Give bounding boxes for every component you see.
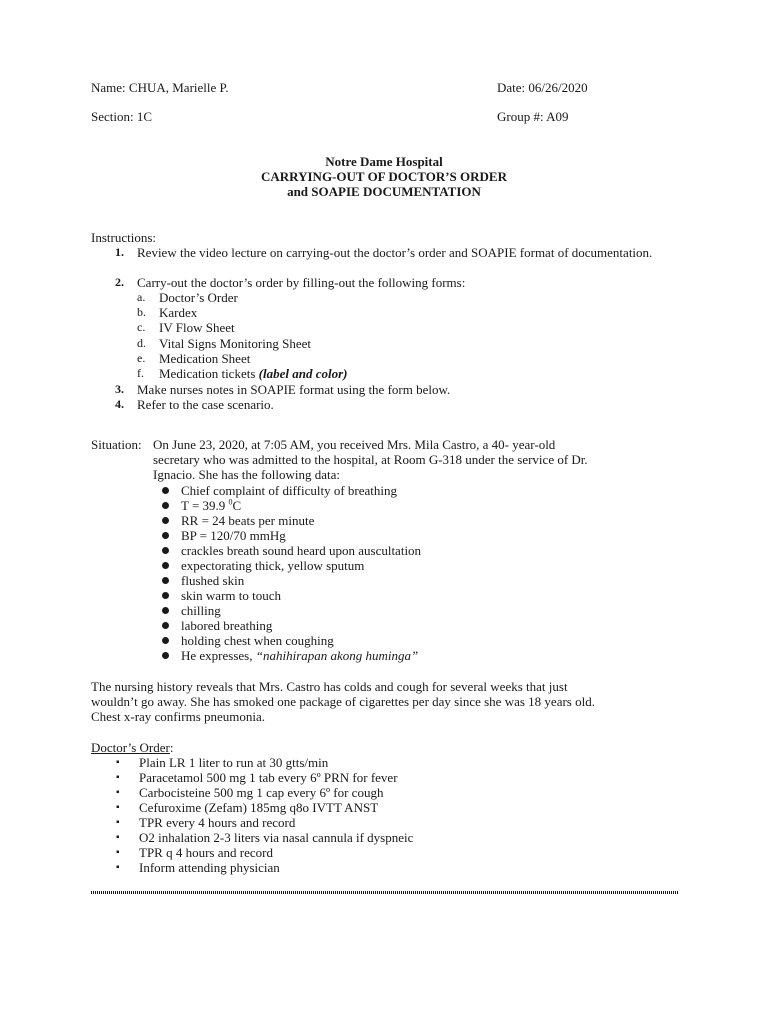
form-item: Vital Signs Monitoring Sheet xyxy=(159,336,311,351)
order-bullet: ▪ xyxy=(116,802,120,813)
bullet-dot xyxy=(162,592,169,599)
form-letter: a. xyxy=(137,290,146,304)
bullet-dot xyxy=(162,577,169,584)
data-item: BP = 120/70 mmHg xyxy=(181,528,286,543)
form-item-text: Medication tickets xyxy=(159,366,256,381)
name-value: CHUA, Marielle P. xyxy=(128,80,229,95)
history-text: Chest x-ray confirms pneumonia. xyxy=(91,709,266,724)
bullet-dot xyxy=(162,652,169,659)
order-item: Cefuroxime (Zefam) 185mg q8o IVTT ANST xyxy=(139,800,379,815)
form-item: Kardex xyxy=(159,305,198,320)
instruction-number: 1. xyxy=(115,245,124,259)
name-label: Name: xyxy=(91,80,126,95)
instruction-item xyxy=(137,245,678,260)
instruction-number: 2. xyxy=(115,275,124,289)
order-bullet: ▪ xyxy=(116,862,120,873)
order-bullet: ▪ xyxy=(116,847,120,858)
history-text: wouldn’t go away. She has smoked one package of cigarettes per day since she was 18 years old. xyxy=(91,694,595,709)
order-bullet: ▪ xyxy=(116,787,120,798)
date-label: Date: xyxy=(497,80,526,95)
document-title: CARRYING-OUT OF DOCTOR’S ORDER xyxy=(261,169,507,184)
order-bullet: ▪ xyxy=(116,757,120,768)
order-bullet: ▪ xyxy=(116,817,120,828)
order-bullet: ▪ xyxy=(116,772,120,783)
patient-quote: “nahihirapan akong huminga” xyxy=(255,648,419,663)
order-item: Carbocisteine 500 mg 1 cap every 6º for cough xyxy=(139,785,384,800)
group-value: A09 xyxy=(546,109,569,124)
bullet-dot xyxy=(162,502,169,509)
situation-text: On June 23, 2020, at 7:05 AM, you received Mrs. Mila Castro, a 40- year-old xyxy=(153,437,556,452)
data-item: holding chest when coughing xyxy=(181,633,334,648)
form-item-emphasis: (label and color) xyxy=(258,366,348,381)
instructions-heading: Instructions: xyxy=(91,230,156,245)
instruction-text-cont: documentation. xyxy=(571,245,653,260)
bullet-dot xyxy=(162,637,169,644)
history-text: The nursing history reveals that Mrs. Castro has colds and cough for several weeks that just xyxy=(91,679,568,694)
section-label: Section: xyxy=(91,109,134,124)
data-item: Chief complaint of difficulty of breathing xyxy=(181,483,398,498)
data-item: labored breathing xyxy=(181,618,273,633)
group-label: Group #: xyxy=(497,109,544,124)
form-letter: c. xyxy=(137,320,146,334)
data-item xyxy=(181,498,241,513)
orders-heading xyxy=(91,740,173,755)
situation-label: Situation: xyxy=(91,437,142,452)
situation-text: Ignacio. She has the following data: xyxy=(153,467,341,482)
form-letter: d. xyxy=(137,336,146,350)
orders-heading-text: Doctor’s Order xyxy=(91,740,170,755)
temperature-value: T = 39.9 xyxy=(181,498,226,513)
bullet-dot xyxy=(162,607,169,614)
form-item: Doctor’s Order xyxy=(159,290,238,305)
bullet-dot xyxy=(162,622,169,629)
date-value: 06/26/2020 xyxy=(528,80,588,95)
form-letter: e. xyxy=(137,351,146,365)
situation-text: secretary who was admitted to the hospital, at Room G-318 under the service of Dr. xyxy=(153,452,588,467)
separator-line xyxy=(91,891,678,894)
section-line xyxy=(91,109,152,124)
form-item: Medication Sheet xyxy=(159,351,251,366)
data-item: skin warm to touch xyxy=(181,588,282,603)
form-letter: f. xyxy=(137,366,144,380)
data-item: flushed skin xyxy=(181,573,245,588)
bullet-dot xyxy=(162,517,169,524)
order-item: O2 inhalation 2-3 liters via nasal cannula if dyspneic xyxy=(139,830,414,845)
order-item: TPR every 4 hours and record xyxy=(139,815,296,830)
bullet-dot xyxy=(162,532,169,539)
instruction-number: 3. xyxy=(115,382,124,396)
order-item: TPR q 4 hours and record xyxy=(139,845,273,860)
temperature-unit: C xyxy=(232,498,242,513)
document-subtitle: and SOAPIE DOCUMENTATION xyxy=(287,184,481,199)
group-line xyxy=(497,109,569,124)
instruction-text: Refer to the case scenario. xyxy=(137,397,274,412)
instruction-text: Carry-out the doctor’s order by filling-out the following forms: xyxy=(137,275,466,290)
form-item: IV Flow Sheet xyxy=(159,320,235,335)
date-line xyxy=(497,80,588,95)
section-value: 1C xyxy=(136,109,153,124)
order-bullet: ▪ xyxy=(116,832,120,843)
data-item: crackles breath sound heard upon auscultation xyxy=(181,543,422,558)
data-item: RR = 24 beats per minute xyxy=(181,513,315,528)
form-item xyxy=(159,366,347,381)
hospital-name: Notre Dame Hospital xyxy=(325,154,443,169)
order-item: Plain LR 1 liter to run at 30 gtts/min xyxy=(139,755,329,770)
order-item: Inform attending physician xyxy=(139,860,280,875)
bullet-dot xyxy=(162,487,169,494)
form-letter: b. xyxy=(137,305,146,319)
bullet-dot xyxy=(162,547,169,554)
instruction-text: Make nurses notes in SOAPIE format using the form below. xyxy=(137,382,451,397)
data-item: chilling xyxy=(181,603,221,618)
data-item: expectorating thick, yellow sputum xyxy=(181,558,365,573)
degree-sup: 0 xyxy=(228,497,233,507)
orders-heading-colon: : xyxy=(169,740,174,755)
order-item: Paracetamol 500 mg 1 tab every 6º PRN for fever xyxy=(139,770,398,785)
data-item-text: He expresses, xyxy=(181,648,253,663)
bullet-dot xyxy=(162,562,169,569)
data-item xyxy=(181,648,418,663)
instruction-number: 4. xyxy=(115,397,124,411)
name-line xyxy=(91,80,229,95)
instruction-text: Review the video lecture on carrying-out the doctor’s order and SOAPIE format of xyxy=(137,245,569,260)
